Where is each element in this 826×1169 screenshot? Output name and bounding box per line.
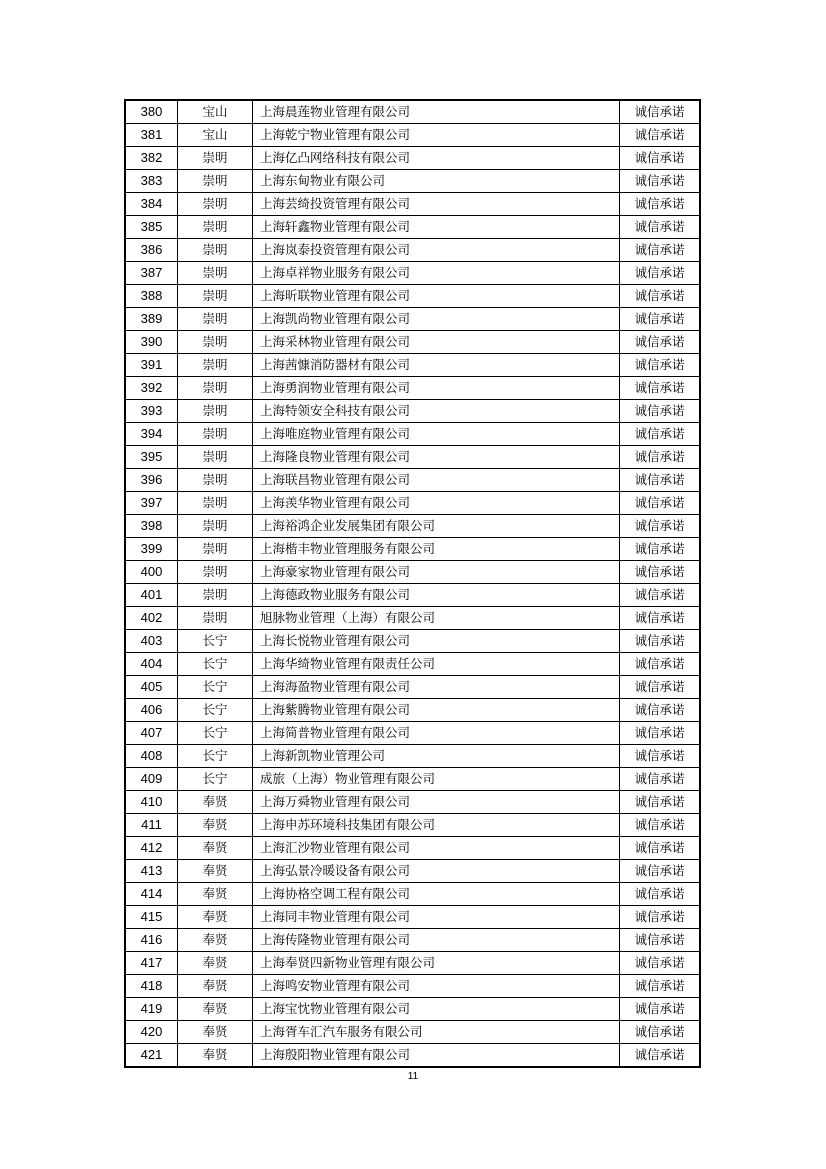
table-row bbox=[125, 998, 700, 1021]
row-number-cell: 417 bbox=[125, 952, 178, 975]
table-row bbox=[125, 469, 700, 492]
district-cell: 奉贤 bbox=[178, 814, 253, 837]
row-number-cell: 401 bbox=[125, 584, 178, 607]
district-cell: 奉贤 bbox=[178, 791, 253, 814]
status-cell: 诚信承诺 bbox=[620, 1021, 701, 1044]
district-cell: 奉贤 bbox=[178, 906, 253, 929]
table-row bbox=[125, 952, 700, 975]
company-name-cell: 上海唯庭物业管理有限公司 bbox=[253, 423, 620, 446]
company-name-cell: 上海亿凸网络科技有限公司 bbox=[253, 147, 620, 170]
district-cell: 崇明 bbox=[178, 331, 253, 354]
company-name-cell: 成旅（上海）物业管理有限公司 bbox=[253, 768, 620, 791]
company-name-cell: 上海乾宁物业管理有限公司 bbox=[253, 124, 620, 147]
company-name-cell: 上海羡华物业管理有限公司 bbox=[253, 492, 620, 515]
row-number-cell: 415 bbox=[125, 906, 178, 929]
company-name-cell: 上海同丰物业管理有限公司 bbox=[253, 906, 620, 929]
district-cell: 长宁 bbox=[178, 722, 253, 745]
company-name-cell: 上海采林物业管理有限公司 bbox=[253, 331, 620, 354]
table-row bbox=[125, 722, 700, 745]
company-name-cell: 上海传隆物业管理有限公司 bbox=[253, 929, 620, 952]
company-name-cell: 上海德政物业服务有限公司 bbox=[253, 584, 620, 607]
district-cell: 崇明 bbox=[178, 308, 253, 331]
table-row bbox=[125, 170, 700, 193]
row-number-cell: 381 bbox=[125, 124, 178, 147]
company-name-cell: 上海凯尚物业管理有限公司 bbox=[253, 308, 620, 331]
district-cell: 长宁 bbox=[178, 699, 253, 722]
status-cell: 诚信承诺 bbox=[620, 975, 701, 998]
district-cell: 崇明 bbox=[178, 469, 253, 492]
table-row bbox=[125, 1044, 700, 1068]
company-name-cell: 上海晨莲物业管理有限公司 bbox=[253, 100, 620, 124]
table-row bbox=[125, 100, 700, 124]
table-row bbox=[125, 354, 700, 377]
district-cell: 崇明 bbox=[178, 262, 253, 285]
row-number-cell: 407 bbox=[125, 722, 178, 745]
row-number-cell: 389 bbox=[125, 308, 178, 331]
district-cell: 崇明 bbox=[178, 538, 253, 561]
status-cell: 诚信承诺 bbox=[620, 100, 701, 124]
status-cell: 诚信承诺 bbox=[620, 331, 701, 354]
company-name-cell: 上海申苏环境科技集团有限公司 bbox=[253, 814, 620, 837]
district-cell: 崇明 bbox=[178, 400, 253, 423]
district-cell: 奉贤 bbox=[178, 1044, 253, 1068]
row-number-cell: 387 bbox=[125, 262, 178, 285]
status-cell: 诚信承诺 bbox=[620, 699, 701, 722]
row-number-cell: 416 bbox=[125, 929, 178, 952]
company-name-cell: 上海楷丰物业管理服务有限公司 bbox=[253, 538, 620, 561]
status-cell: 诚信承诺 bbox=[620, 998, 701, 1021]
row-number-cell: 394 bbox=[125, 423, 178, 446]
row-number-cell: 397 bbox=[125, 492, 178, 515]
company-list-table bbox=[124, 99, 701, 1068]
district-cell: 崇明 bbox=[178, 561, 253, 584]
district-cell: 奉贤 bbox=[178, 837, 253, 860]
company-name-cell: 上海协格空调工程有限公司 bbox=[253, 883, 620, 906]
row-number-cell: 409 bbox=[125, 768, 178, 791]
company-name-cell: 上海轩鑫物业管理有限公司 bbox=[253, 216, 620, 239]
status-cell: 诚信承诺 bbox=[620, 423, 701, 446]
district-cell: 长宁 bbox=[178, 676, 253, 699]
district-cell: 宝山 bbox=[178, 124, 253, 147]
company-name-cell: 上海简普物业管理有限公司 bbox=[253, 722, 620, 745]
table-row bbox=[125, 860, 700, 883]
district-cell: 崇明 bbox=[178, 354, 253, 377]
table-row bbox=[125, 653, 700, 676]
district-cell: 崇明 bbox=[178, 446, 253, 469]
status-cell: 诚信承诺 bbox=[620, 147, 701, 170]
row-number-cell: 391 bbox=[125, 354, 178, 377]
company-name-cell: 上海紫腾物业管理有限公司 bbox=[253, 699, 620, 722]
table-row bbox=[125, 262, 700, 285]
company-name-cell: 上海隆良物业管理有限公司 bbox=[253, 446, 620, 469]
row-number-cell: 393 bbox=[125, 400, 178, 423]
status-cell: 诚信承诺 bbox=[620, 676, 701, 699]
row-number-cell: 410 bbox=[125, 791, 178, 814]
table-row bbox=[125, 676, 700, 699]
row-number-cell: 402 bbox=[125, 607, 178, 630]
row-number-cell: 386 bbox=[125, 239, 178, 262]
district-cell: 长宁 bbox=[178, 768, 253, 791]
district-cell: 奉贤 bbox=[178, 929, 253, 952]
table-row bbox=[125, 607, 700, 630]
district-cell: 崇明 bbox=[178, 285, 253, 308]
row-number-cell: 406 bbox=[125, 699, 178, 722]
table-row bbox=[125, 814, 700, 837]
row-number-cell: 390 bbox=[125, 331, 178, 354]
district-cell: 长宁 bbox=[178, 653, 253, 676]
table-row bbox=[125, 883, 700, 906]
status-cell: 诚信承诺 bbox=[620, 469, 701, 492]
row-number-cell: 408 bbox=[125, 745, 178, 768]
table-row bbox=[125, 308, 700, 331]
row-number-cell: 392 bbox=[125, 377, 178, 400]
company-name-cell: 上海长悦物业管理有限公司 bbox=[253, 630, 620, 653]
row-number-cell: 418 bbox=[125, 975, 178, 998]
district-cell: 长宁 bbox=[178, 630, 253, 653]
status-cell: 诚信承诺 bbox=[620, 860, 701, 883]
district-cell: 崇明 bbox=[178, 607, 253, 630]
status-cell: 诚信承诺 bbox=[620, 722, 701, 745]
company-name-cell: 上海殷阳物业管理有限公司 bbox=[253, 1044, 620, 1068]
company-name-cell: 上海特领安全科技有限公司 bbox=[253, 400, 620, 423]
company-name-cell: 旭脉物业管理（上海）有限公司 bbox=[253, 607, 620, 630]
district-cell: 奉贤 bbox=[178, 883, 253, 906]
status-cell: 诚信承诺 bbox=[620, 906, 701, 929]
company-name-cell: 上海奉贤四新物业管理有限公司 bbox=[253, 952, 620, 975]
status-cell: 诚信承诺 bbox=[620, 837, 701, 860]
company-name-cell: 上海裕鸿企业发展集团有限公司 bbox=[253, 515, 620, 538]
district-cell: 崇明 bbox=[178, 170, 253, 193]
table-row bbox=[125, 837, 700, 860]
table-row bbox=[125, 791, 700, 814]
status-cell: 诚信承诺 bbox=[620, 791, 701, 814]
row-number-cell: 412 bbox=[125, 837, 178, 860]
district-cell: 崇明 bbox=[178, 515, 253, 538]
table-row bbox=[125, 975, 700, 998]
company-name-cell: 上海新凯物业管理公司 bbox=[253, 745, 620, 768]
row-number-cell: 420 bbox=[125, 1021, 178, 1044]
status-cell: 诚信承诺 bbox=[620, 768, 701, 791]
company-name-cell: 上海茜慷消防器材有限公司 bbox=[253, 354, 620, 377]
status-cell: 诚信承诺 bbox=[620, 515, 701, 538]
row-number-cell: 404 bbox=[125, 653, 178, 676]
table-row bbox=[125, 745, 700, 768]
status-cell: 诚信承诺 bbox=[620, 745, 701, 768]
row-number-cell: 385 bbox=[125, 216, 178, 239]
status-cell: 诚信承诺 bbox=[620, 377, 701, 400]
row-number-cell: 414 bbox=[125, 883, 178, 906]
district-cell: 奉贤 bbox=[178, 975, 253, 998]
status-cell: 诚信承诺 bbox=[620, 538, 701, 561]
company-name-cell: 上海联昌物业管理有限公司 bbox=[253, 469, 620, 492]
status-cell: 诚信承诺 bbox=[620, 607, 701, 630]
table-row bbox=[125, 1021, 700, 1044]
table-row bbox=[125, 768, 700, 791]
district-cell: 宝山 bbox=[178, 100, 253, 124]
table-row bbox=[125, 400, 700, 423]
company-name-cell: 上海岚泰投资管理有限公司 bbox=[253, 239, 620, 262]
table-row bbox=[125, 124, 700, 147]
company-name-cell: 上海芸绮投资管理有限公司 bbox=[253, 193, 620, 216]
company-name-cell: 上海海盈物业管理有限公司 bbox=[253, 676, 620, 699]
district-cell: 崇明 bbox=[178, 377, 253, 400]
district-cell: 长宁 bbox=[178, 745, 253, 768]
status-cell: 诚信承诺 bbox=[620, 400, 701, 423]
table-row bbox=[125, 423, 700, 446]
status-cell: 诚信承诺 bbox=[620, 492, 701, 515]
row-number-cell: 405 bbox=[125, 676, 178, 699]
row-number-cell: 398 bbox=[125, 515, 178, 538]
company-name-cell: 上海卓祥物业服务有限公司 bbox=[253, 262, 620, 285]
status-cell: 诚信承诺 bbox=[620, 630, 701, 653]
district-cell: 崇明 bbox=[178, 423, 253, 446]
district-cell: 奉贤 bbox=[178, 860, 253, 883]
table-row bbox=[125, 929, 700, 952]
company-name-cell: 上海华绮物业管理有限责任公司 bbox=[253, 653, 620, 676]
table-row bbox=[125, 446, 700, 469]
table-row bbox=[125, 331, 700, 354]
page-number: 11 bbox=[407, 1071, 419, 1082]
district-cell: 奉贤 bbox=[178, 952, 253, 975]
status-cell: 诚信承诺 bbox=[620, 239, 701, 262]
row-number-cell: 382 bbox=[125, 147, 178, 170]
status-cell: 诚信承诺 bbox=[620, 354, 701, 377]
row-number-cell: 413 bbox=[125, 860, 178, 883]
district-cell: 崇明 bbox=[178, 216, 253, 239]
table-row bbox=[125, 906, 700, 929]
status-cell: 诚信承诺 bbox=[620, 170, 701, 193]
table-row bbox=[125, 147, 700, 170]
district-cell: 崇明 bbox=[178, 584, 253, 607]
table-row bbox=[125, 492, 700, 515]
row-number-cell: 403 bbox=[125, 630, 178, 653]
status-cell: 诚信承诺 bbox=[620, 262, 701, 285]
table-row bbox=[125, 561, 700, 584]
status-cell: 诚信承诺 bbox=[620, 446, 701, 469]
status-cell: 诚信承诺 bbox=[620, 193, 701, 216]
row-number-cell: 384 bbox=[125, 193, 178, 216]
company-name-cell: 上海昕联物业管理有限公司 bbox=[253, 285, 620, 308]
district-cell: 崇明 bbox=[178, 193, 253, 216]
table-row bbox=[125, 239, 700, 262]
status-cell: 诚信承诺 bbox=[620, 929, 701, 952]
company-name-cell: 上海弘景冷暖设备有限公司 bbox=[253, 860, 620, 883]
company-name-cell: 上海豪家物业管理有限公司 bbox=[253, 561, 620, 584]
district-cell: 奉贤 bbox=[178, 1021, 253, 1044]
status-cell: 诚信承诺 bbox=[620, 584, 701, 607]
row-number-cell: 383 bbox=[125, 170, 178, 193]
district-cell: 崇明 bbox=[178, 492, 253, 515]
status-cell: 诚信承诺 bbox=[620, 883, 701, 906]
company-name-cell: 上海宝忱物业管理有限公司 bbox=[253, 998, 620, 1021]
status-cell: 诚信承诺 bbox=[620, 653, 701, 676]
company-name-cell: 上海万舜物业管理有限公司 bbox=[253, 791, 620, 814]
row-number-cell: 421 bbox=[125, 1044, 178, 1068]
table-row bbox=[125, 193, 700, 216]
row-number-cell: 388 bbox=[125, 285, 178, 308]
status-cell: 诚信承诺 bbox=[620, 952, 701, 975]
company-name-cell: 上海鸣安物业管理有限公司 bbox=[253, 975, 620, 998]
district-cell: 崇明 bbox=[178, 239, 253, 262]
status-cell: 诚信承诺 bbox=[620, 308, 701, 331]
status-cell: 诚信承诺 bbox=[620, 216, 701, 239]
row-number-cell: 419 bbox=[125, 998, 178, 1021]
row-number-cell: 400 bbox=[125, 561, 178, 584]
company-name-cell: 上海勇润物业管理有限公司 bbox=[253, 377, 620, 400]
district-cell: 奉贤 bbox=[178, 998, 253, 1021]
table-body bbox=[125, 100, 700, 1067]
district-cell: 崇明 bbox=[178, 147, 253, 170]
company-name-cell: 上海东甸物业有限公司 bbox=[253, 170, 620, 193]
table-row bbox=[125, 584, 700, 607]
row-number-cell: 399 bbox=[125, 538, 178, 561]
table-row bbox=[125, 538, 700, 561]
row-number-cell: 380 bbox=[125, 100, 178, 124]
company-name-cell: 上海胥车汇汽车服务有限公司 bbox=[253, 1021, 620, 1044]
table-row bbox=[125, 285, 700, 308]
table-row bbox=[125, 630, 700, 653]
status-cell: 诚信承诺 bbox=[620, 814, 701, 837]
company-name-cell: 上海汇沙物业管理有限公司 bbox=[253, 837, 620, 860]
table-row bbox=[125, 216, 700, 239]
table-row bbox=[125, 515, 700, 538]
status-cell: 诚信承诺 bbox=[620, 1044, 701, 1068]
status-cell: 诚信承诺 bbox=[620, 124, 701, 147]
table-row bbox=[125, 699, 700, 722]
status-cell: 诚信承诺 bbox=[620, 285, 701, 308]
status-cell: 诚信承诺 bbox=[620, 561, 701, 584]
row-number-cell: 395 bbox=[125, 446, 178, 469]
table-row bbox=[125, 377, 700, 400]
row-number-cell: 396 bbox=[125, 469, 178, 492]
row-number-cell: 411 bbox=[125, 814, 178, 837]
